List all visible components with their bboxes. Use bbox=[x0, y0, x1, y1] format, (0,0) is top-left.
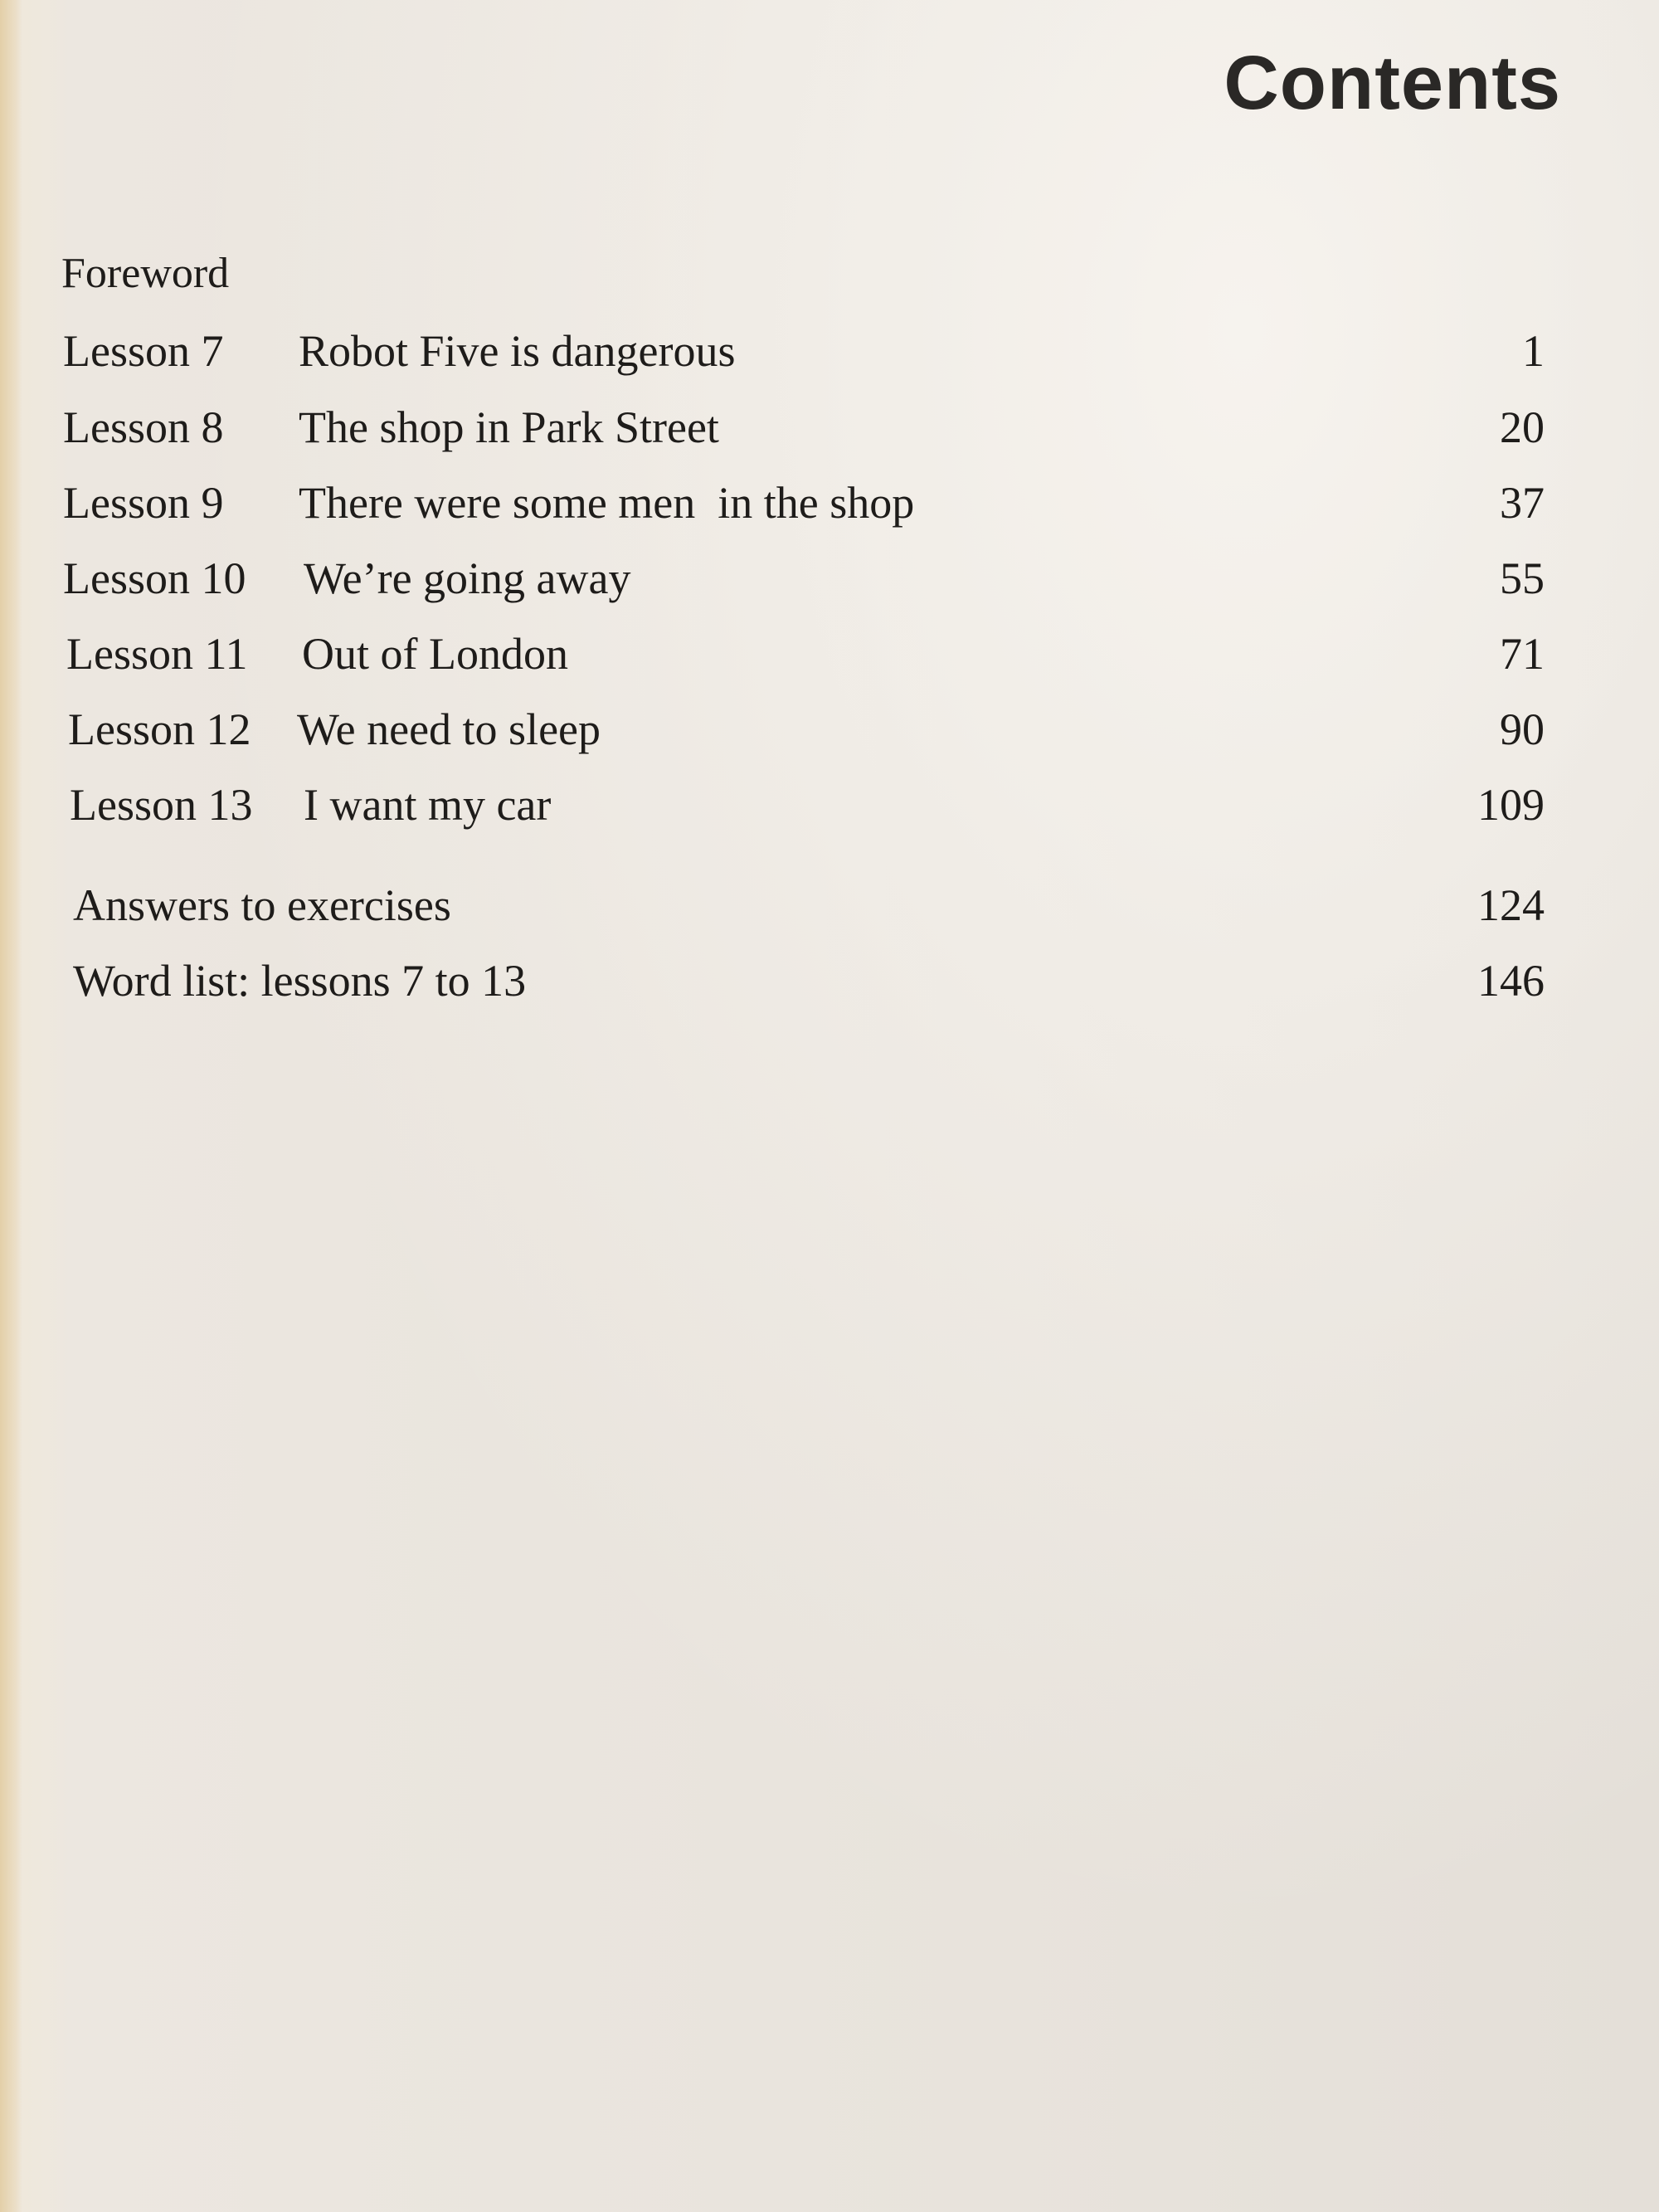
lesson-title: We’re going away bbox=[304, 553, 631, 603]
page-number: 37 bbox=[1500, 478, 1545, 528]
lesson-number: Lesson 12 bbox=[68, 704, 251, 754]
lesson-title: Robot Five is dangerous bbox=[299, 326, 736, 376]
page-number: 55 bbox=[1500, 553, 1545, 603]
toc-row-lesson-8 bbox=[0, 402, 1659, 460]
lesson-number: Lesson 10 bbox=[63, 553, 246, 603]
page-number: 90 bbox=[1500, 704, 1545, 754]
toc-row-answers bbox=[0, 879, 1659, 938]
lesson-number: Lesson 8 bbox=[63, 402, 224, 452]
page-number: 71 bbox=[1500, 629, 1545, 679]
lesson-number: Lesson 11 bbox=[66, 629, 248, 679]
page-number: 124 bbox=[1477, 880, 1545, 930]
toc-row-lesson-9 bbox=[0, 477, 1659, 535]
page-title: Contents bbox=[1224, 41, 1561, 125]
page-number: 20 bbox=[1500, 402, 1545, 452]
toc-row-lesson-12 bbox=[0, 704, 1659, 762]
toc-row-lesson-11 bbox=[0, 628, 1659, 686]
lesson-number: Lesson 13 bbox=[70, 780, 253, 830]
appendix-title: Word list: lessons 7 to 13 bbox=[73, 956, 527, 1006]
toc-row-lesson-7 bbox=[0, 325, 1659, 383]
lesson-number: Lesson 9 bbox=[63, 478, 224, 528]
toc-row-lesson-10 bbox=[0, 553, 1659, 611]
appendix-title: Answers to exercises bbox=[73, 880, 451, 930]
lesson-title: The shop in Park Street bbox=[299, 402, 719, 452]
lesson-title: Out of London bbox=[302, 629, 568, 679]
lesson-title: We need to sleep bbox=[297, 704, 601, 754]
lesson-number: Lesson 7 bbox=[63, 326, 224, 376]
page-number: 146 bbox=[1477, 956, 1545, 1006]
toc-row-lesson-13 bbox=[0, 779, 1659, 837]
lesson-title: There were some men in the shop bbox=[299, 478, 915, 528]
page-number: 109 bbox=[1477, 780, 1545, 830]
lesson-title: I want my car bbox=[304, 780, 552, 830]
toc-foreword: Foreword bbox=[61, 250, 230, 297]
page-number: 1 bbox=[1522, 326, 1545, 376]
toc-row-word-list bbox=[0, 955, 1659, 1013]
